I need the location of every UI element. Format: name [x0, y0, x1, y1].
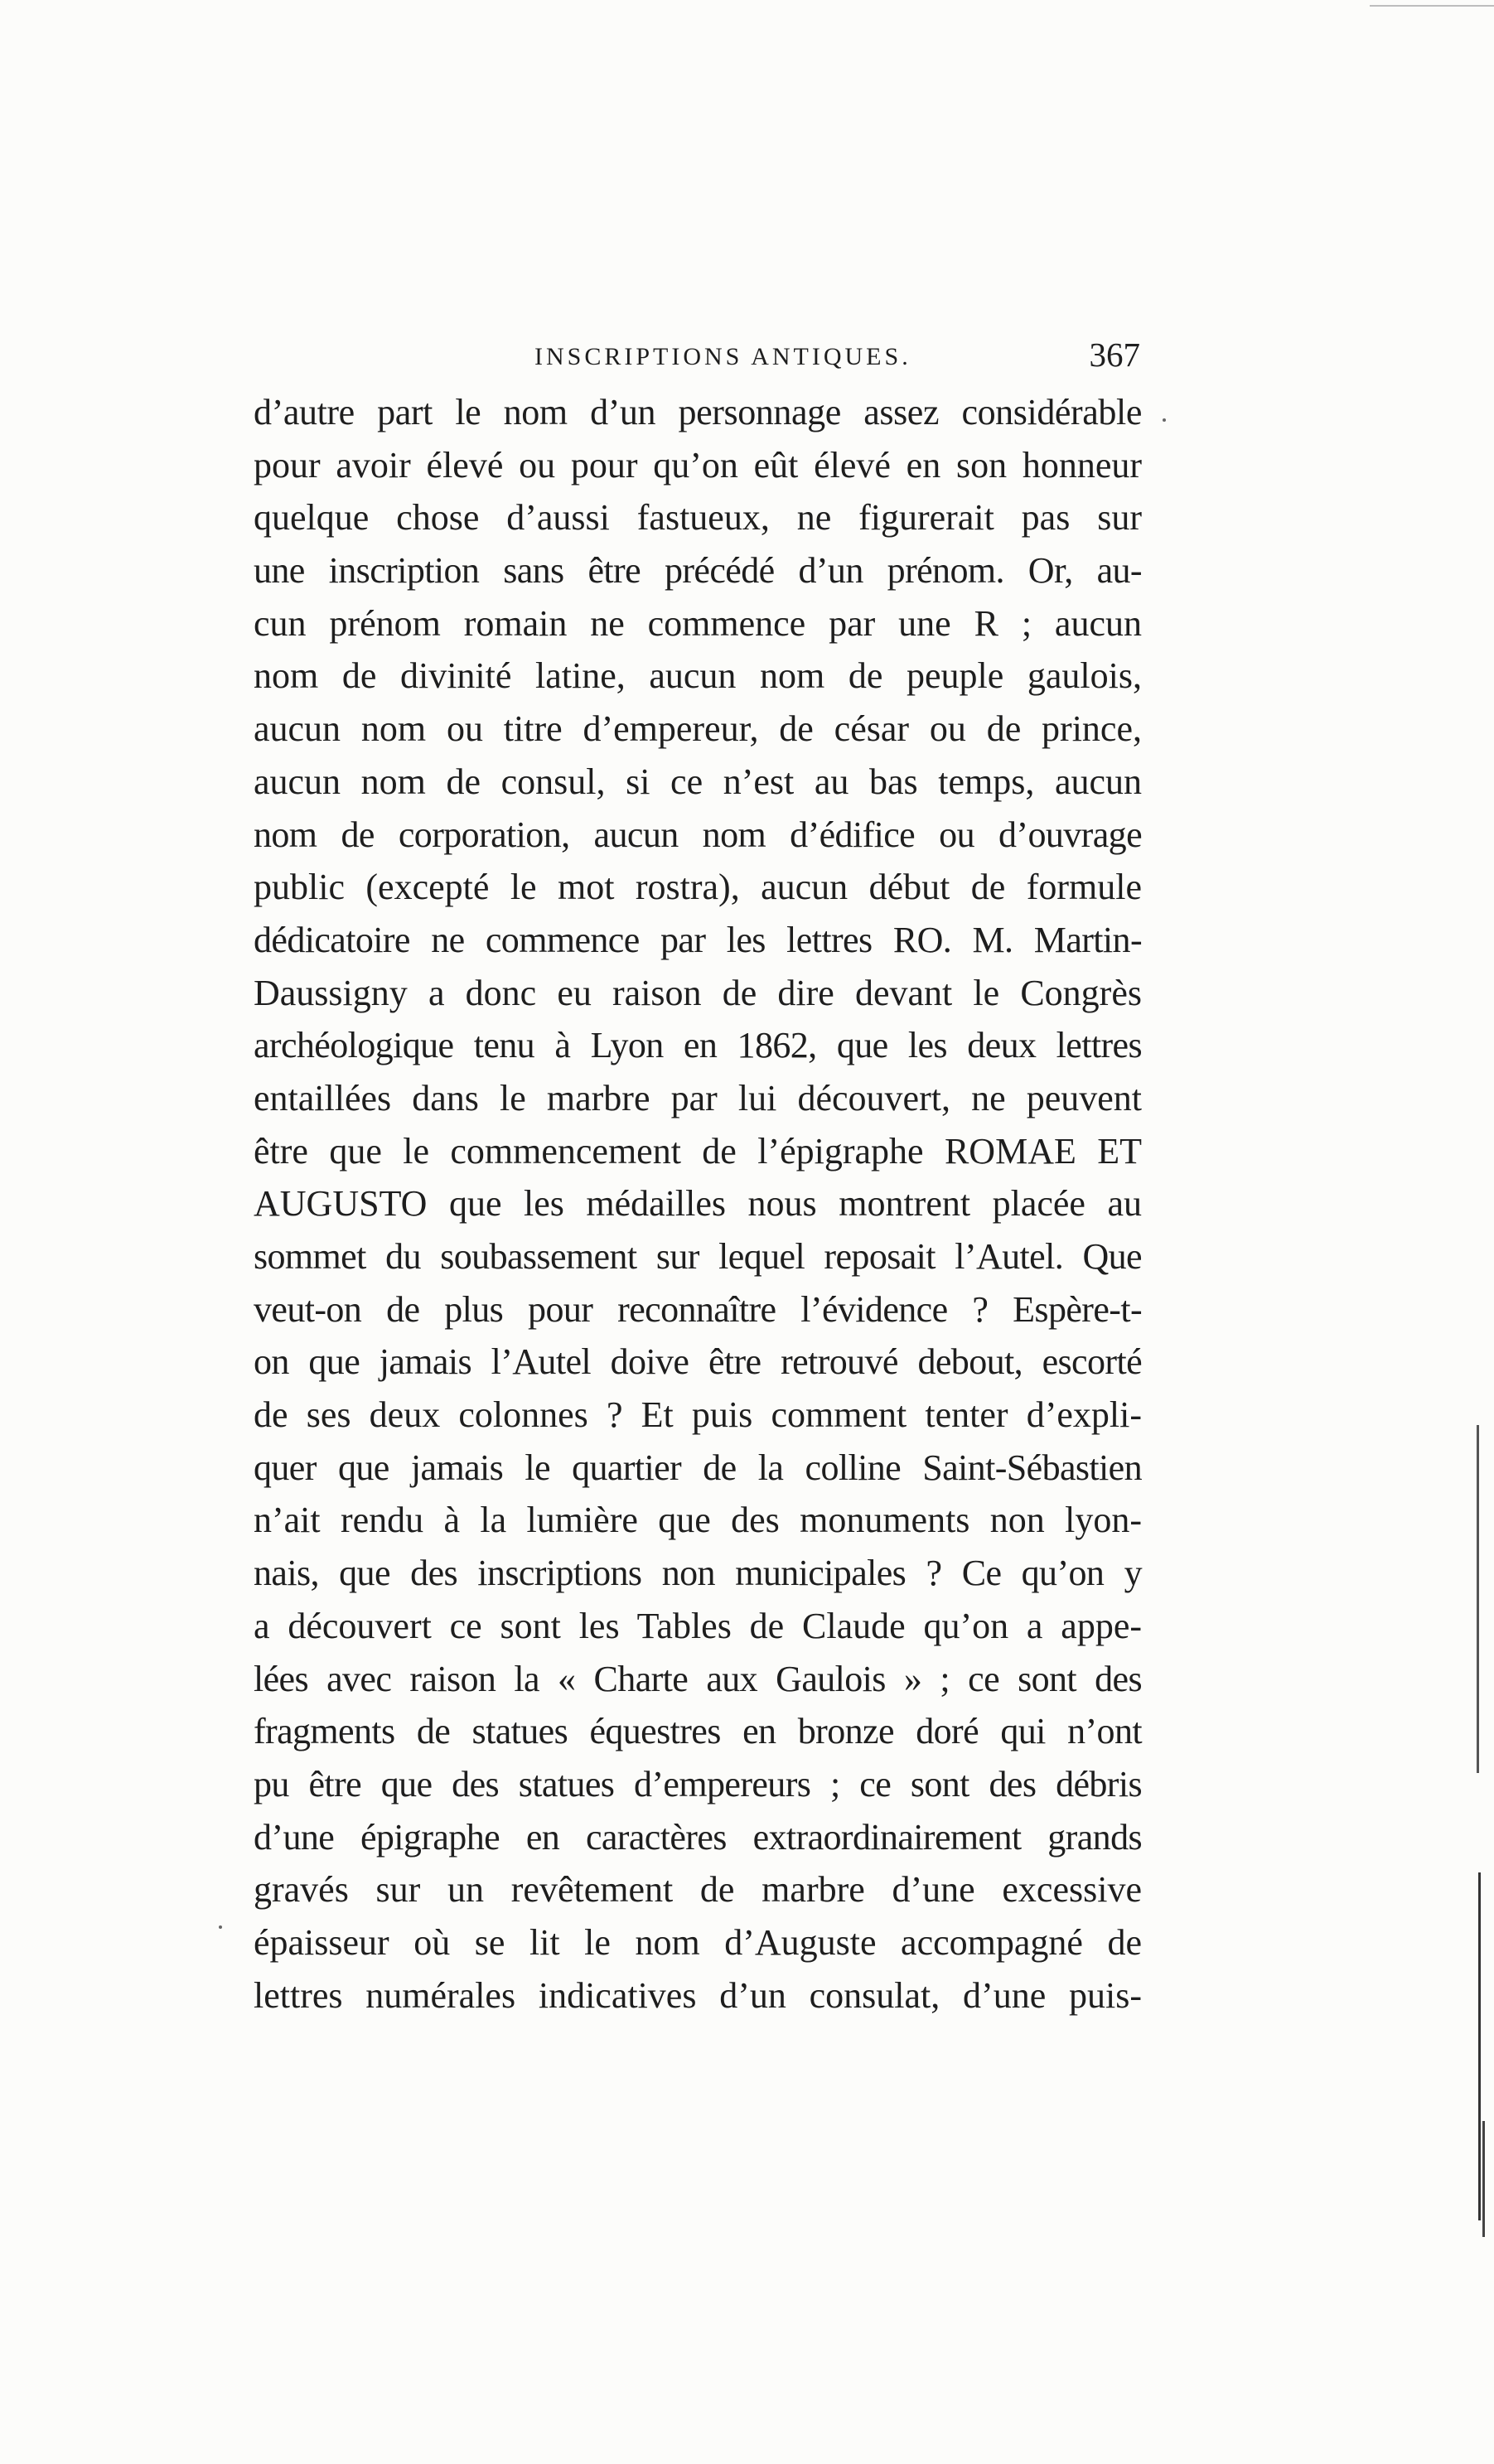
text-line: une inscription sans être précédé d’un prénom. Or, au- — [254, 550, 1142, 592]
text-line: AUGUSTO que les médailles nous montrent placée au — [254, 1183, 1142, 1225]
text-line: nais, que des inscriptions non municipales ? Ce qu’on y — [254, 1553, 1142, 1594]
text-line: Daussigny a donc eu raison de dire devant le Congrès — [254, 972, 1142, 1013]
running-title: INSCRIPTIONS ANTIQUES. — [534, 343, 911, 370]
text-line: épaisseur où se lit le nom d’Auguste accompagné de — [254, 1921, 1142, 1963]
scan-margin-rule — [1477, 1425, 1479, 1773]
text-line: archéologique tenu à Lyon en 1862, que les deux lettres — [254, 1025, 1142, 1066]
scan-speck — [219, 1925, 222, 1929]
scan-speck — [1163, 418, 1166, 422]
scan-edge-rule — [1370, 5, 1494, 7]
text-line: d’autre part le nom d’un personnage assez considérable — [254, 392, 1142, 432]
body-text — [254, 386, 1142, 2022]
text-line: on que jamais l’Autel doive être retrouvé debout, escorté — [254, 1341, 1142, 1383]
text-line: de ses deux colonnes ? Et puis comment tenter d’expli- — [254, 1394, 1142, 1436]
text-line: quelque chose d’aussi fastueux, ne figurerait pas sur — [254, 497, 1142, 539]
page-header — [254, 335, 1140, 384]
text-line: cun prénom romain ne commence par une R ; aucun — [254, 602, 1142, 644]
text-line: n’ait rendu à la lumière que des monuments non lyon- — [254, 1500, 1142, 1541]
text-line: gravés sur un revêtement de marbre d’une excessive — [254, 1869, 1142, 1911]
text-line: lées avec raison la « Charte aux Gaulois » ; ce sont des — [254, 1658, 1142, 1699]
scan-margin-rule — [1482, 2121, 1485, 2237]
page-number: 367 — [1089, 336, 1140, 374]
text-line: pour avoir élevé ou pour qu’on eût élevé en son honneur — [254, 444, 1142, 486]
text-line: être que le commencement de l’épigraphe ROMAE ET — [254, 1130, 1142, 1172]
text-line: veut-on de plus pour reconnaître l’évidence ? Espère-t- — [254, 1288, 1142, 1330]
text-line: pu être que des statues d’empereurs ; ce sont des débris — [254, 1763, 1142, 1805]
text-line: public (excepté le mot rostra), aucun début de formule — [254, 867, 1142, 908]
text-line: dédicatoire ne commence par les lettres RO. M. Martin- — [254, 919, 1142, 960]
text-line: aucun nom de consul, si ce n’est au bas temps, aucun — [254, 761, 1142, 802]
text-line: entaillées dans le marbre par lui découvert, ne peuvent — [254, 1077, 1142, 1118]
text-line: fragments de statues équestres en bronze doré qui n’ont — [254, 1711, 1142, 1752]
text-line: a découvert ce sont les Tables de Claude qu’on a appe- — [254, 1605, 1142, 1646]
text-line: lettres numérales indicatives d’un consulat, d’une puis- — [254, 1974, 1142, 2016]
text-line: aucun nom ou titre d’empereur, de césar ou de prince, — [254, 708, 1142, 750]
scan-margin-rule — [1478, 1872, 1481, 2220]
text-line: nom de divinité latine, aucun nom de peuple gaulois, — [254, 655, 1142, 697]
text-line: nom de corporation, aucun nom d’édifice ou d’ouvrage — [254, 814, 1142, 855]
text-line: d’une épigraphe en caractères extraordinairement grands — [254, 1816, 1142, 1858]
text-line: sommet du soubassement sur lequel reposait l’Autel. Que — [254, 1236, 1142, 1277]
text-line: quer que jamais le quartier de la colline Saint-Sébastien — [254, 1447, 1142, 1488]
